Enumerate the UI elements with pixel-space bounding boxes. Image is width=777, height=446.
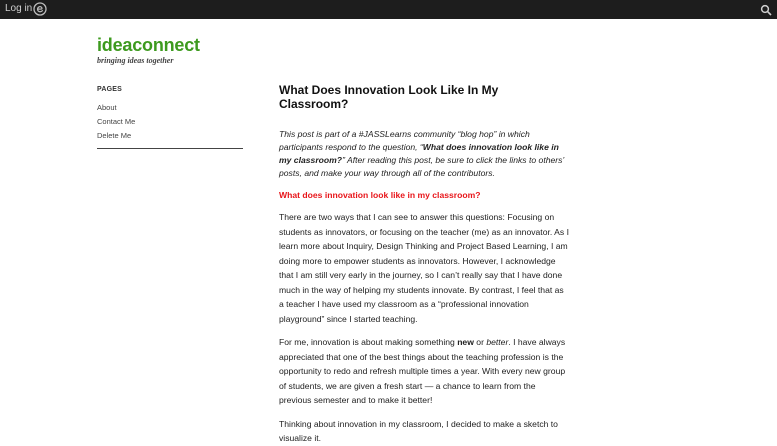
admin-bar (0, 0, 777, 19)
post-paragraph-2 (279, 335, 569, 408)
page-link-delete-me[interactable]: Delete Me (97, 131, 132, 140)
post-intro (279, 128, 569, 180)
intro-text-end: ” After reading this post, be sure to click the links to others’ posts, and make your way through all of the contributors. (279, 155, 564, 178)
para2-text-end: . I have always appreciated that one of the best things about the teaching profession is the opportunity to redo and refresh multiple times a year. With every new group of students, we are given a fresh start — a chance to learn from the previous semester and to make it better! (279, 337, 566, 405)
para2-or: or (473, 337, 487, 347)
post-paragraph-1: There are two ways that I can see to answer this questions: Focusing on students as innovators, or focusing on the teacher (me) as an innovator. As I learn more about Inquiry, Design Thinking and Project Based Learning, I am doing more to empower students as innovators. However, I acknowledge that I am still very early in the journey, so I can’t really say that I have done much in the way of helping my students innovate. By contrast, I feel that as a teacher I have used my classroom as a “professional innovation playground” since I started teaching. (279, 212, 569, 324)
intro-question: What does innovation look like in my classroom? (279, 142, 559, 165)
post-subheading: What does innovation look like in my classroom? (279, 190, 481, 200)
post-paragraph-3: Thinking about innovation in my classroom, I decided to make a sketch to visualize it. (279, 418, 558, 443)
intro-text-start: This post is part of a #JASSLearns community “blog hop” in which participants respond to the question, “ (279, 129, 530, 152)
pages-list (97, 103, 243, 145)
sidebar-divider (97, 148, 243, 149)
sidebar (97, 86, 243, 149)
para2-text-start: For me, innovation is about making something (279, 337, 458, 347)
site-tagline: bringing ideas together (97, 56, 174, 65)
post-title[interactable]: What Does Innovation Look Like In My Classroom? (279, 83, 499, 111)
login-link[interactable]: Log in (5, 3, 33, 14)
para2-new: new (457, 337, 474, 347)
edublogs-logo-icon[interactable] (33, 2, 47, 16)
para2-better: better (486, 337, 509, 347)
page-link-contact-me[interactable]: Contact Me (97, 117, 136, 126)
post-content (279, 83, 569, 446)
page-link-about[interactable]: About (97, 103, 117, 112)
pages-widget-title: PAGES (97, 86, 122, 93)
search-icon[interactable] (760, 3, 772, 15)
site-title[interactable]: ideaconnect (97, 35, 200, 55)
